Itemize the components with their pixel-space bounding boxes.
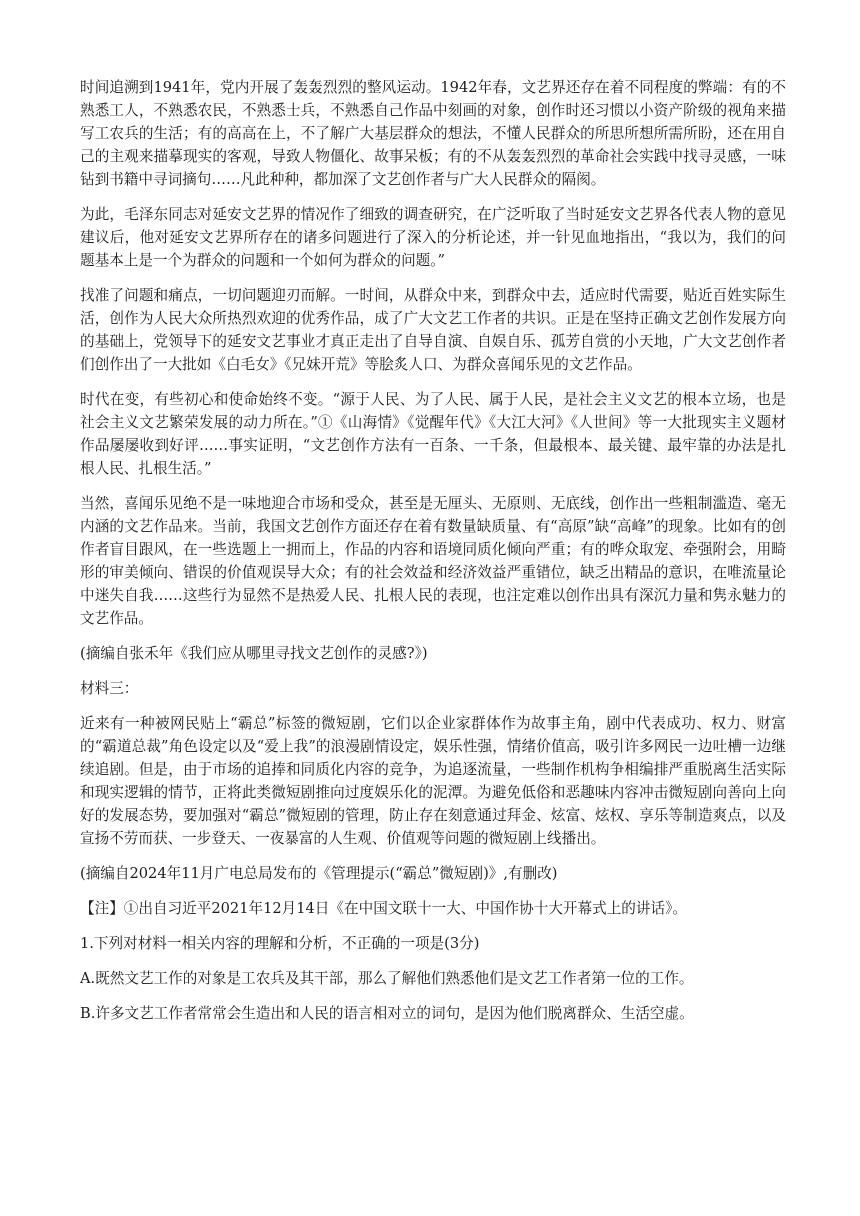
footnote: 【注】①出自习近平2021年12月14日《在中国文联十一大、中国作协十大开幕式上的讲话》。 [80, 900, 687, 917]
body-paragraph-3: 找准了问题和痛点，一切问题迎刃而解。一时间，从群众中来，到群众中去，适应时代需要，贴近百姓实际生活，创作为人民大众所热烈欢迎的优秀作品，成了广大文艺工作者的共识。正是在坚持正确文艺创作发展方向的基础上，党领导下的延安文艺事业才真正走出了自导自演、自娱自乐、孤芳自赏的小天地，广大文艺创作者们创作出了一大批如《白毛女》《兄妹开荒》等脍炙人口、为群众喜闻乐见的文艺作品。 [80, 287, 786, 373]
material-3-paragraph: 近来有一种被网民贴上“霸总”标签的微短剧，它们以企业家群体作为故事主角，剧中代表成功、权力、财富的“霸道总裁”角色设定以及“爱上我”的浪漫剧情设定，娱乐性强，情绪价值高，吸引许多网民一边吐槽一边继续追剧。但是，由于市场的追捧和同质化内容的竞争，为追逐流量，一些制作机构争相编排严重脱离生活实际和现实逻辑的情节，正将此类微短剧推向过度娱乐化的泥潭。为避免低俗和恶趣味内容冲击微短剧向善向上向好的发展态势，要加强对“霸总”微短剧的管理，防止存在刻意通过拜金、炫富、炫权、享乐等制造爽点，以及宣扬不劳而获、一步登天、一夜暴富的人生观、价值观等问题的微短剧上线播出。 [80, 715, 786, 847]
source-citation-3: (摘编自2024年11月广电总局发布的《管理提示(“霸总”微短剧)》,有删改) [80, 865, 558, 882]
body-paragraph-2: 为此，毛泽东同志对延安文艺界的情况作了细致的调查研究，在广泛听取了当时延安文艺界各代表人物的意见建议后，他对延安文艺界所存在的诸多问题进行了深入的分析论述，并一针见血地指出，“我以为，我们的问题基本上是一个为群众的问题和一个如何为群众的问题。” [80, 206, 786, 269]
option-a: A.既然文艺工作的对象是工农兵及其干部，那么了解他们熟悉他们是文艺工作者第一位的工作。 [80, 970, 694, 987]
body-paragraph-5: 当然，喜闻乐见绝不是一味地迎合市场和受众，甚至是无厘头、无原则、无底线，创作出一些粗制滥造、毫无内涵的文艺作品来。当前，我国文艺创作方面还存在着有数量缺质量、有“高原”缺“高峰”的现象。比如有的创作者盲目跟风，在一些选题上一拥而上，作品的内容和语境同质化倾向严重；有的哗众取宠、牵强附会，用畸形的审美倾向、错误的价值观误导大众；有的社会效益和经济效益严重错位，缺乏出精品的意识，在唯流量论中迷失自我……这些行为显然不是热爱人民、扎根人民的表现，也注定难以创作出具有深沉力量和隽永魅力的文艺作品。 [80, 495, 786, 627]
option-b: B.许多文艺工作者常常会生造出和人民的语言相对立的词句，是因为他们脱离群众、生活空虚。 [80, 1005, 694, 1022]
body-paragraph-1: 时间追溯到1941年，党内开展了轰轰烈烈的整风运动。1942年春，文艺界还存在着不同程度的弊端：有的不熟悉工人，不熟悉农民，不熟悉士兵，不熟悉自己作品中刻画的对象，创作时还习惯以小资产阶级的视角来描写工农兵的生活；有的高高在上，不了解广大基层群众的想法，不懂人民群众的所思所想所需所盼，还在用自己的主观来描摹现实的客观，导致人物僵化、故事呆板；有的不从轰轰烈烈的革命社会实践中找寻灵感，一味钻到书籍中寻词摘句……凡此种种，都加深了文艺创作者与广大人民群众的隔阂。 [80, 79, 786, 188]
body-paragraph-4: 时代在变，有些初心和使命始终不变。“源于人民、为了人民、属于人民，是社会主义文艺的根本立场，也是社会主义文艺繁荣发展的动力所在。”①《山海情》《觉醒年代》《大江大河》《人世间》等一大批现实主义题材作品屡屡收到好评……事实证明，“文艺创作方法有一百条、一千条，但最根本、最关键、最牢靠的办法是扎根人民、扎根生活。” [80, 391, 786, 477]
source-citation-2: (摘编自张禾年《我们应从哪里寻找文艺创作的灵感?》) [80, 645, 428, 662]
question-1: 1.下列对材料一相关内容的理解和分析，不正确的一项是(3分) [80, 935, 480, 952]
material-3-heading: 材料三： [80, 680, 139, 697]
